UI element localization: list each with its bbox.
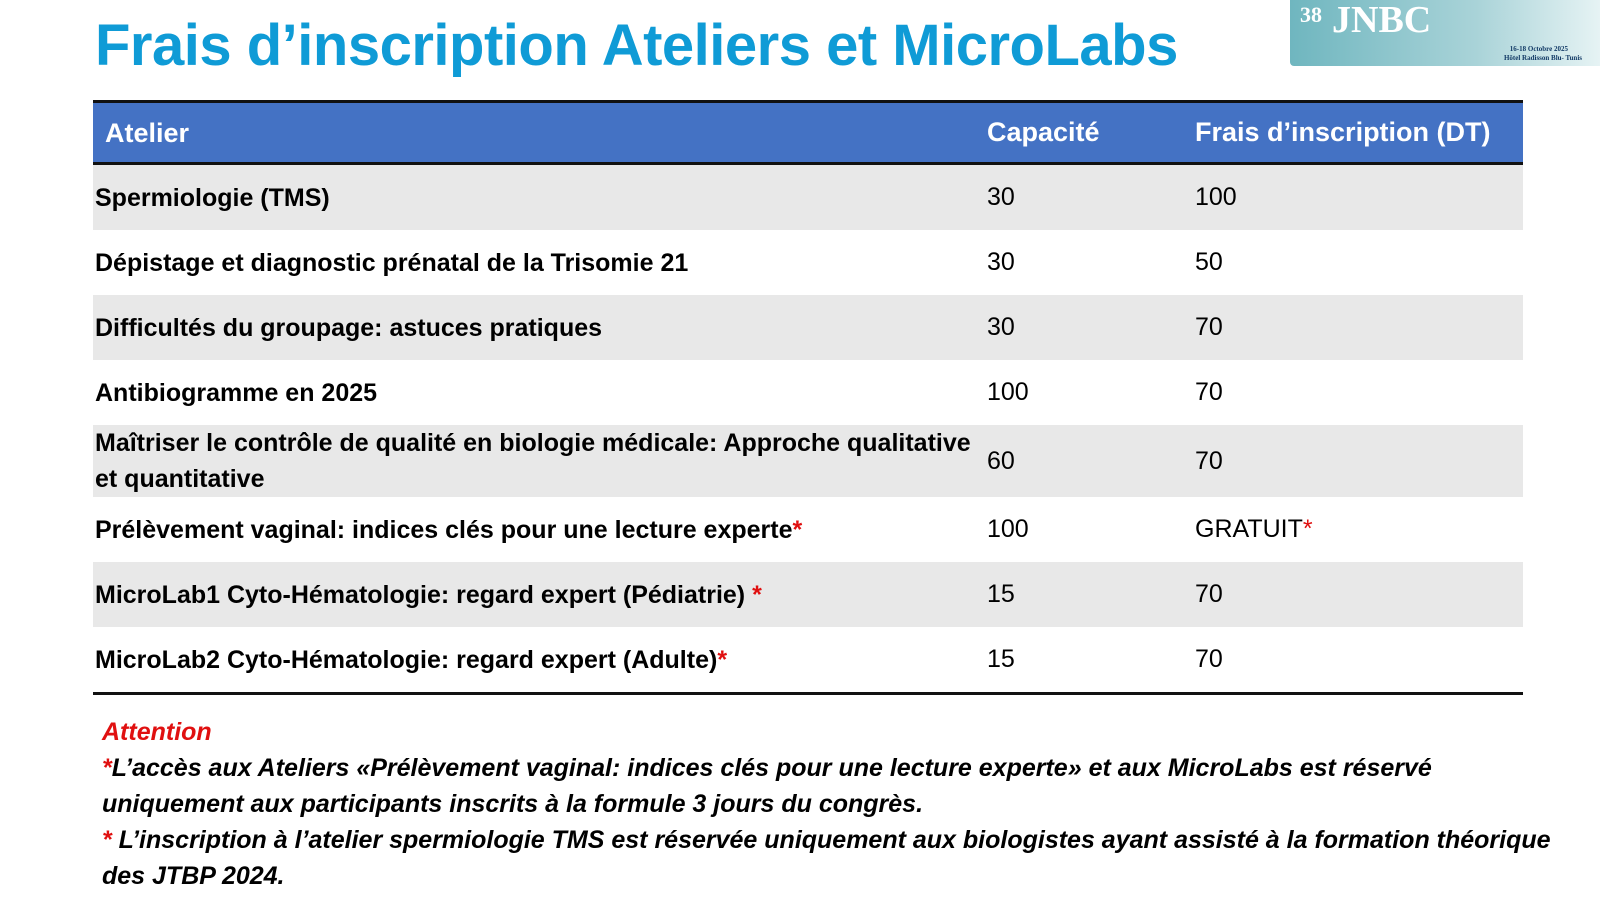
- page-title: Frais d’inscription Ateliers et MicroLabs: [95, 13, 1178, 78]
- logo-venue: Hôtel Radisson Blu- Tunis: [1503, 54, 1582, 62]
- header-atelier: Atelier: [105, 117, 190, 148]
- atelier-cell: Difficultés du groupage: astuces pratiques: [95, 313, 603, 342]
- capacite-cell: 100: [987, 378, 1029, 406]
- capacite-cell: 30: [987, 248, 1015, 276]
- table-row: [93, 627, 1523, 692]
- fees-table: [93, 100, 1523, 695]
- table-row: [93, 295, 1523, 360]
- frais-cell: 70: [1195, 378, 1223, 406]
- logo-edition: 38: [1300, 2, 1322, 27]
- table-row: [93, 497, 1523, 562]
- note-spermiologie: * L’inscription à l’atelier spermiologie TMS est réservée uniquement aux biologistes ayant assisté à la formation théorique des JTBP 2024.: [102, 826, 1551, 890]
- atelier-cell: Dépistage et diagnostic prénatal de la Trisomie 21: [95, 248, 689, 277]
- header-capacite: Capacité: [987, 117, 1100, 147]
- atelier-cell: MicroLab2 Cyto-Hématologie: regard expert (Adulte)*: [95, 645, 728, 674]
- atelier-cell: Antibiogramme en 2025: [95, 378, 378, 407]
- capacite-cell: 30: [987, 183, 1015, 211]
- frais-cell: 50: [1195, 248, 1223, 276]
- capacite-cell: 30: [987, 313, 1015, 341]
- capacite-cell: 15: [987, 580, 1015, 608]
- frais-cell: 70: [1195, 313, 1223, 341]
- capacite-cell: 100: [987, 515, 1029, 543]
- attention-heading: Attention: [102, 718, 212, 746]
- attention-notes: [102, 714, 1562, 894]
- table-row: [93, 425, 1523, 497]
- note-access: *L’accès aux Ateliers «Prélèvement vaginal: indices clés pour une lecture experte» et aux MicroLabs est réservé uniquement aux participants inscrits à la formule 3 jours du congrès.: [102, 754, 1432, 818]
- atelier-cell: Prélèvement vaginal: indices clés pour une lecture experte*: [95, 515, 803, 544]
- table-row: [93, 562, 1523, 627]
- atelier-cell: Maîtriser le contrôle de qualité en biologie médicale: Approche qualitative et quantitative: [95, 429, 971, 493]
- capacite-cell: 60: [987, 446, 1015, 475]
- jnbc-logo: [1290, 0, 1600, 66]
- frais-cell: 70: [1195, 645, 1223, 673]
- frais-cell: 70: [1195, 446, 1223, 475]
- table-row: [93, 360, 1523, 425]
- table-row: [93, 165, 1523, 230]
- frais-cell: 100: [1195, 183, 1237, 211]
- capacite-cell: 15: [987, 645, 1015, 673]
- logo-date: 16-18 Octobre 2025: [1509, 45, 1568, 53]
- table-header-row: [93, 103, 1523, 165]
- table-row: [93, 230, 1523, 295]
- frais-cell: 70: [1195, 580, 1223, 608]
- header-frais: Frais d’inscription (DT): [1195, 117, 1491, 147]
- atelier-cell: MicroLab1 Cyto-Hématologie: regard expert (Pédiatrie) *: [95, 580, 762, 609]
- logo-name: JNBC: [1332, 0, 1432, 41]
- frais-cell: GRATUIT*: [1195, 515, 1313, 543]
- atelier-cell: Spermiologie (TMS): [95, 183, 330, 212]
